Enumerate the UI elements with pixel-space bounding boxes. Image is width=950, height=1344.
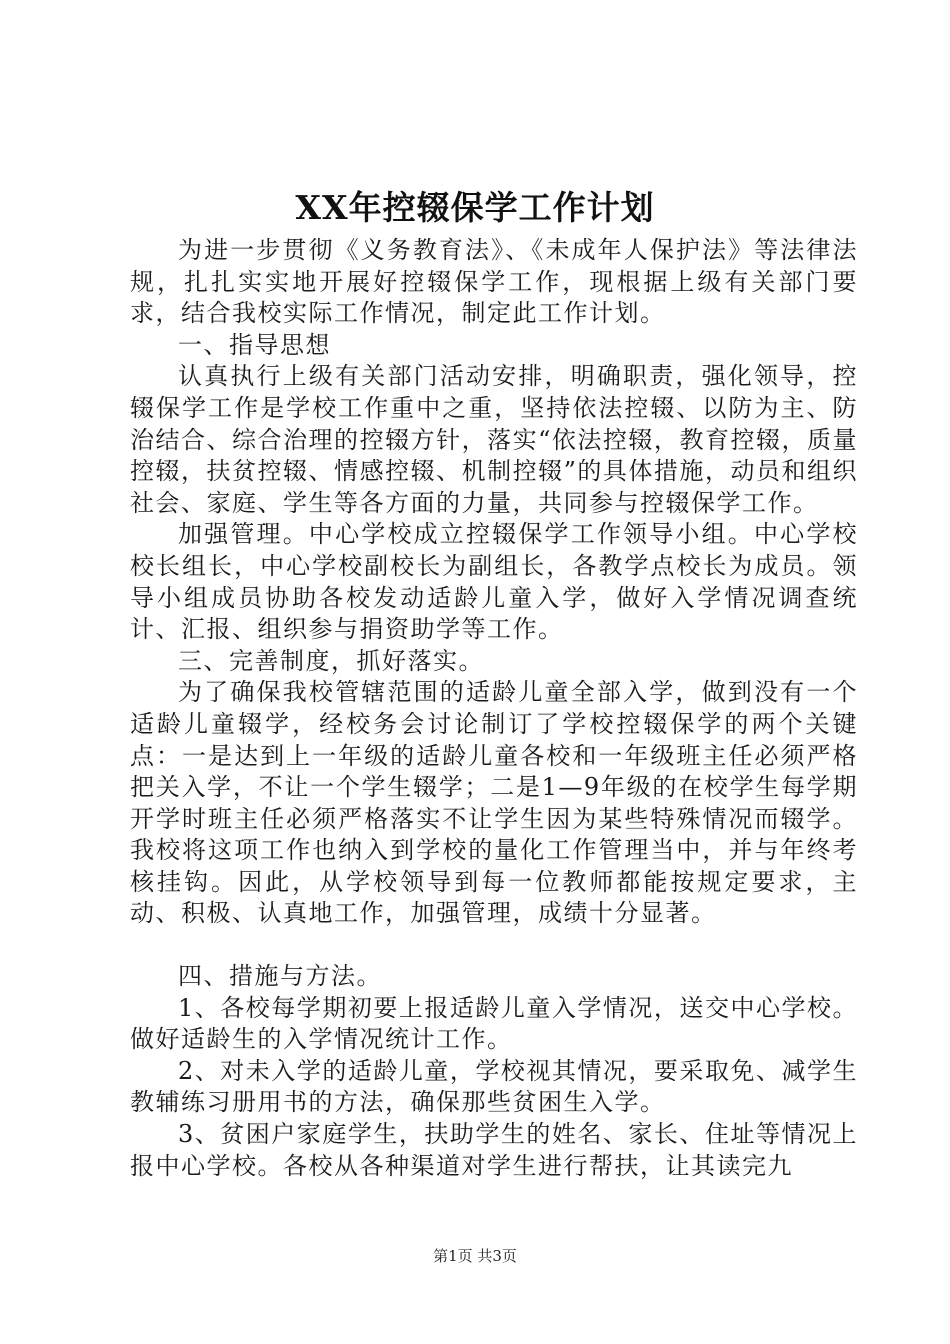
paragraph-measure-2: 2、对未入学的适龄儿童，学校视其情况，要采取免、减学生教辅练习册用书的方法，确保那些贫困生入学。 (130, 1056, 858, 1117)
paragraph-intro: 为进一步贯彻《义务教育法》、《未成年人保护法》等法律法规，扎扎实实地开展好控辍保学工作，现根据上级有关部门要求，结合我校实际工作情况，制定此工作计划。 (130, 236, 858, 328)
heading-measures: 四、措施与方法。 (178, 962, 382, 991)
page-footer: 第1页 共3页 (433, 1247, 517, 1265)
heading-guiding-ideology: 一、指导思想 (178, 330, 331, 359)
document-title: XX年控辍保学工作计划 (295, 188, 655, 227)
paragraph-measure-1: 1、各校每学期初要上报适龄儿童入学情况，送交中心学校。做好适龄生的入学情况统计工作。 (130, 993, 858, 1054)
paragraph-system-improvement: 为了确保我校管辖范围的适龄儿童全部入学，做到没有一个适龄儿童辍学，经校务会讨论制订了学校控辍保学的两个关键点：一是达到上一年级的适龄儿童各校和一年级班主任必须严格把关入学，不让一个学生辍学；二是1—9年级的在校学生每学期开学时班主任必须严格落实不让学生因为某些特殊情况而辍学。我校将这项工作也纳入到学校的量化工作管理当中，并与年终考核挂钩。因此，从学校领导到每一位教师都能按规定要求，主动、积极、认真地工作，加强管理，成绩十分显著。 (130, 678, 858, 928)
paragraph-management: 加强管理。中心学校成立控辍保学工作领导小组。中心学校校长组长，中心学校副校长为副组长，各教学点校长为成员。领导小组成员协助各校发动适龄儿童入学，做好入学情况调查统计、汇报、组织参与捐资助学等工作。 (130, 520, 858, 644)
paragraph-measure-3: 3、贫困户家庭学生，扶助学生的姓名、家长、住址等情况上报中心学校。各校从各种渠道对学生进行帮扶，让其读完九 (130, 1120, 858, 1180)
document-body (130, 235, 858, 1182)
heading-system-improvement: 三、完善制度，抓好落实。 (178, 646, 484, 675)
paragraph-guiding-ideology: 认真执行上级有关部门活动安排，明确职责，强化领导，控辍保学工作是学校工作重中之重，坚持依法控辍、以防为主、防治结合、综合治理的控辍方针，落实“依法控辍，教育控辍，质量控辍，扶贫控辍、情感控辍、机制控辍”的具体措施，动员和组织社会、家庭、学生等各方面的力量，共同参与控辍保学工作。 (130, 362, 858, 517)
